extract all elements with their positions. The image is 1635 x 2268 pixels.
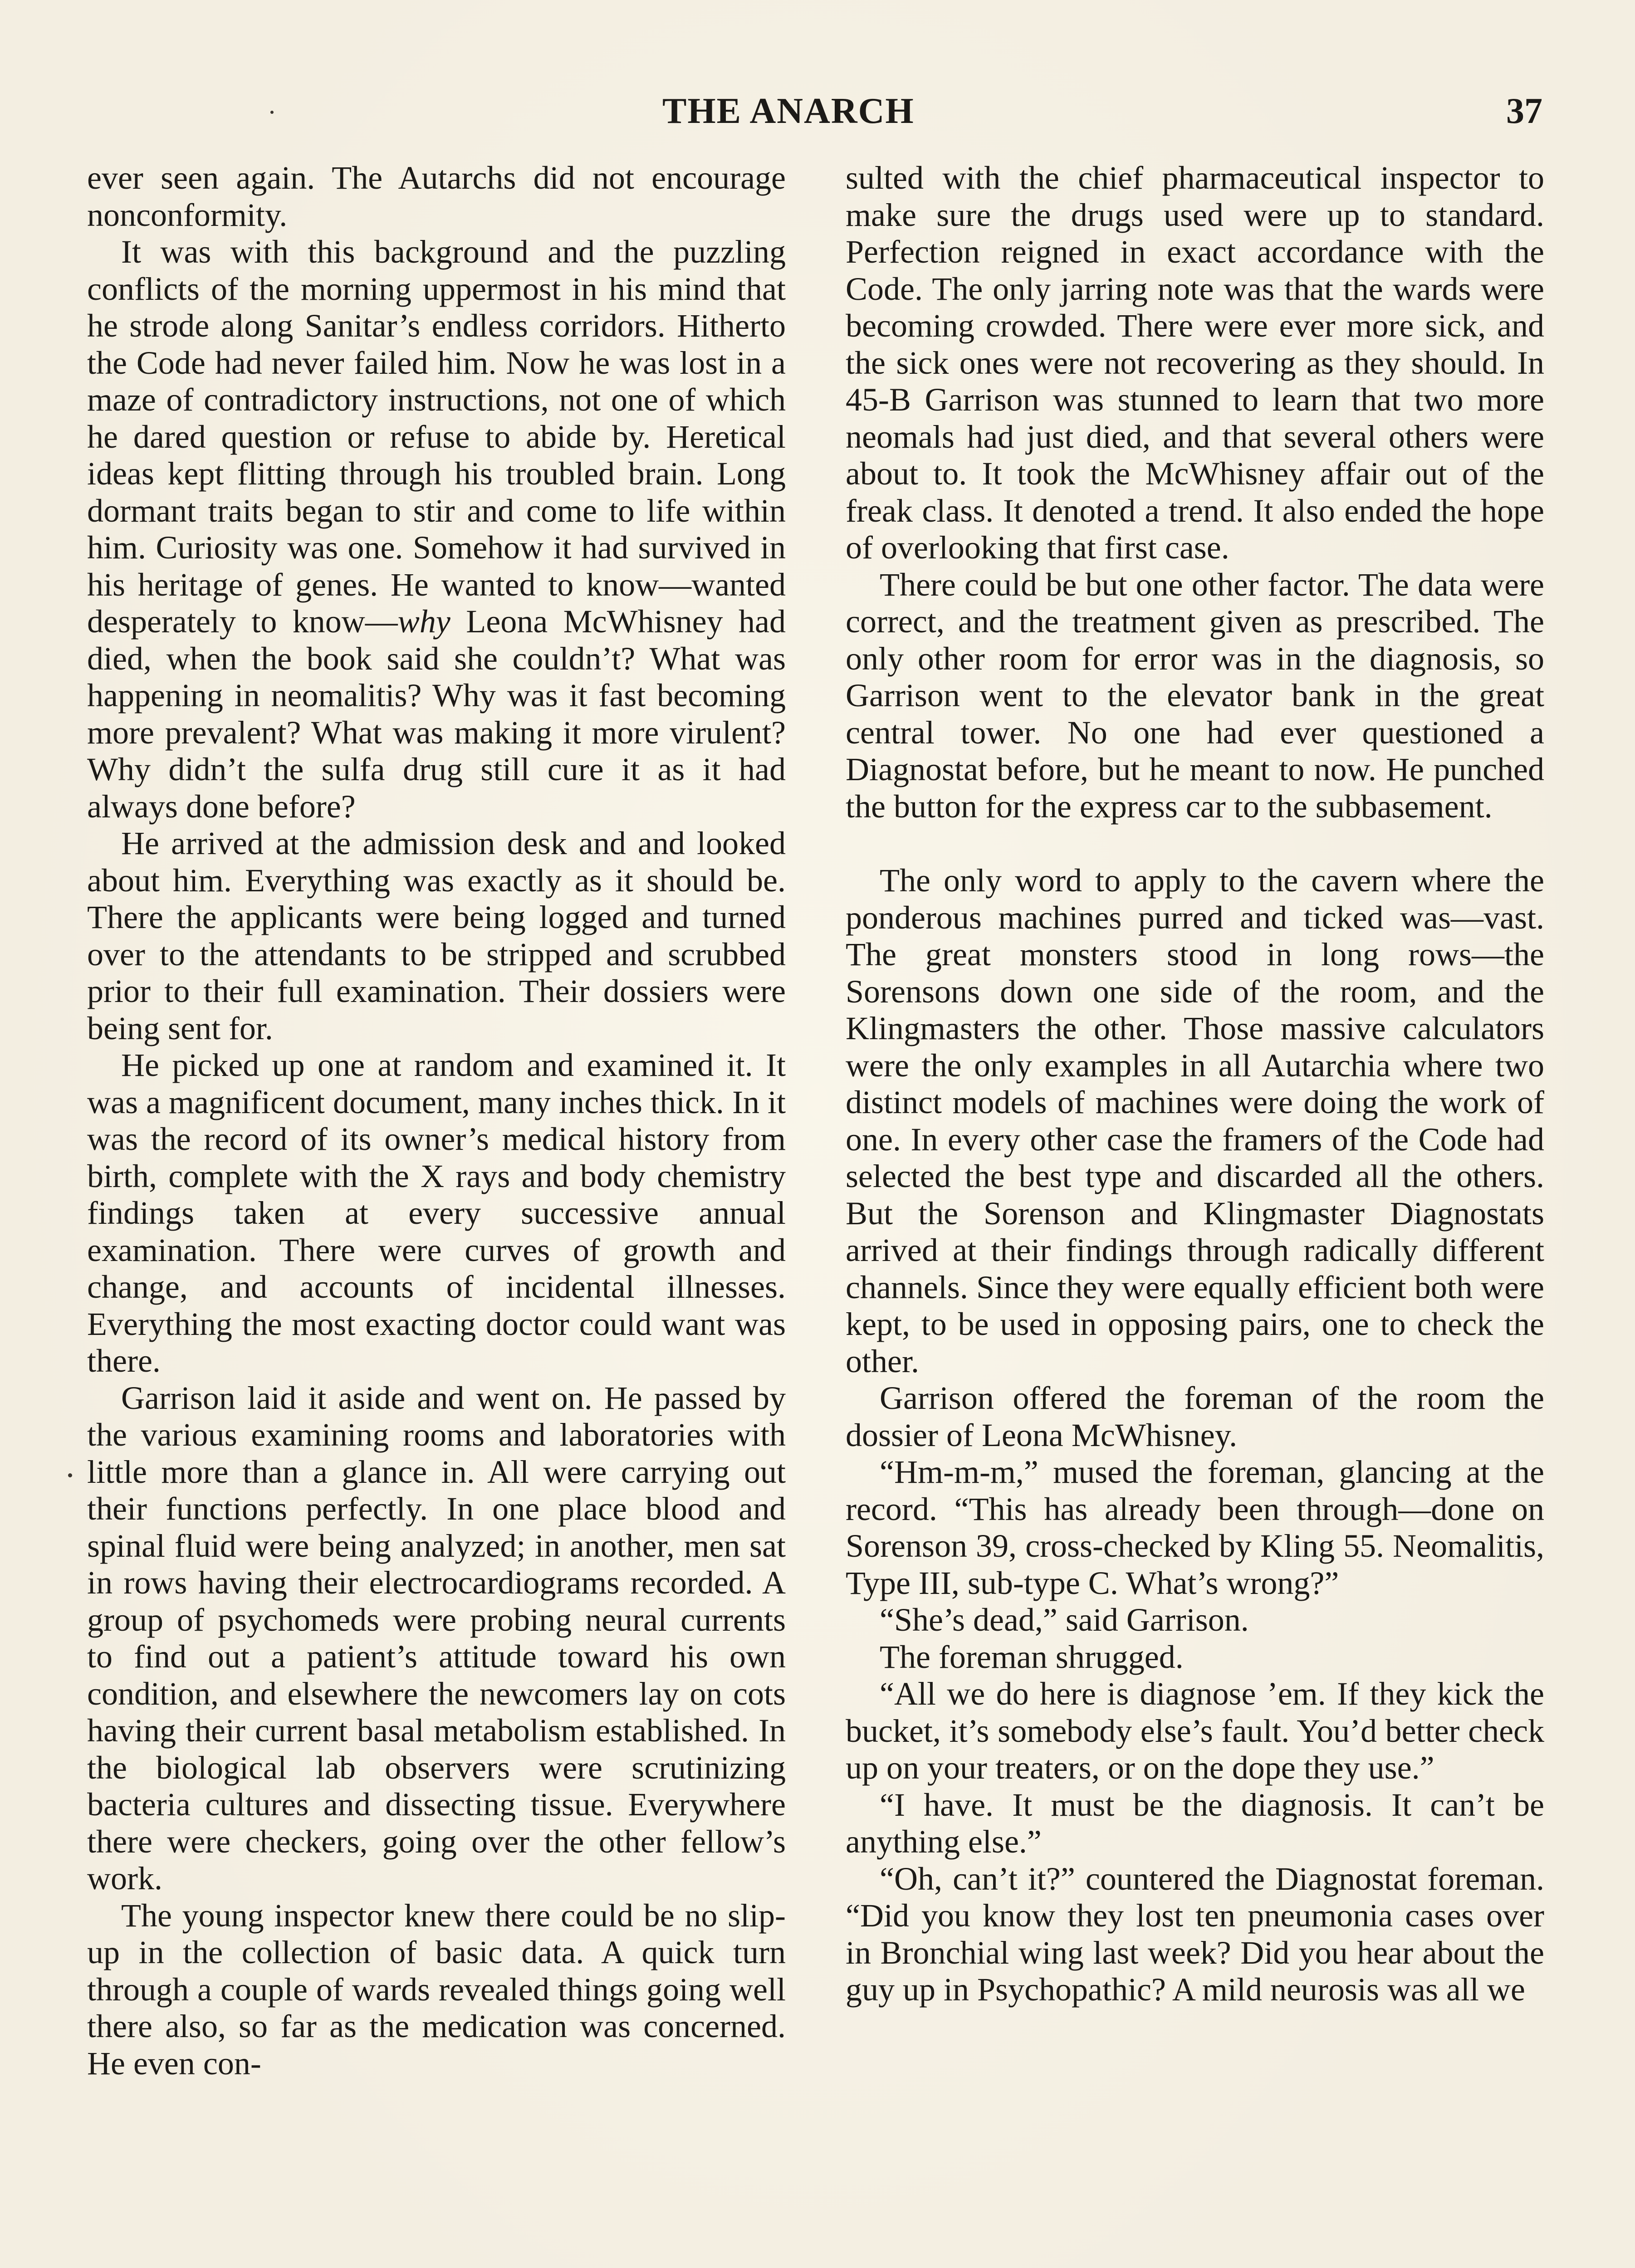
paragraph: “Oh, can’t it?” countered the Diagnostat foreman. “Did you know they lost ten pneumonia cases over in Bronchial wing last week? Did you hear about the guy up in Psychopathic? A mild neurosis was all we (846, 1860, 1544, 2008)
paragraph: The foreman shrugged. (880, 1638, 1184, 1675)
paragraph: “I have. It must be the diagnosis. It can’t be anything else.” (846, 1786, 1544, 1860)
paragraph (87, 234, 786, 825)
paragraph: The only word to apply to the cavern where the ponderous machines purred and ticked was—vast. The great monsters stood in long rows—the Sorensons down one side of the room, and the Klingmasters the other. Those massive calculators were the only examples in all Autarchia where two distinct models of machines were doing the work of one. In every other case the framers of the Code had selected the best type and discarded all the others. But the Sorenson and Klingmaster Diagnostats arrived at their findings through radically different channels. Since they were equally efficient both were kept, to be used in opposing pairs, one to check the other. (846, 862, 1544, 1379)
paragraph: “Hm-m-m,” mused the foreman, glancing at the record. “This has already been through—done on Sorenson 39, cross-checked by Kling 55. Neomalitis, Type III, sub-type C. What’s wrong?” (846, 1454, 1544, 1601)
italic-text: why (397, 603, 450, 640)
paragraph: Garrison laid it aside and went on. He passed by the various examining rooms and laboratories with little more than a glance in. All were carrying out their functions perfectly. In one place blood and spinal fluid were being analyzed; in another, men sat in rows having their electrocardiograms recorded. A group of psychomeds were probing neural currents to find out a patient’s attitude toward his own condition, and elsewhere the newcomers lay on cots having their current basal metabolism established. In the biological lab observers were scrutinizing bacteria cultures and dissecting tissue. Everywhere there were checkers, going over the other fellow’s work. (87, 1379, 786, 1897)
page-number: 37 (1506, 91, 1542, 131)
paragraph: “All we do here is diagnose ’em. If they kick the bucket, it’s somebody else’s fault. You’d better check up on your treaters, or on the dope they use.” (846, 1676, 1544, 1786)
text-run: Leona McWhisney had died, when the book said she couldn’t? What was happening in neomalitis? Why was it fast becoming more prevalent? What was making it more virulent? Why didn’t the sulfa drug still cure it as it had always done before? (87, 603, 786, 825)
paragraph: He picked up one at random and examined it. It was a magnificent document, many inches thick. In it was the record of its owner’s medical history from birth, complete with the X rays and body chemistry findings taken at every successive annual examination. There were curves of growth and change, and accounts of incidental illnesses. Everything the most exacting doctor could want was there. (87, 1047, 786, 1379)
paragraph: sulted with the chief pharmaceutical inspector to make sure the drugs used were up to standard. Perfection reigned in exact accordance with the Code. The only jarring note was that the wards were becoming crowded. There were ever more sick, and the sick ones were not recovering as they should. In 45-B Garrison was stunned to learn that two more neomals had just died, and that several others were about to. It took the McWhisney affair out of the freak class. It denoted a trend. It also ended the hope of overlooking that first case. (846, 160, 1544, 566)
right-column (846, 160, 1544, 2009)
paragraph: Garrison offered the foreman of the room the dossier of Leona McWhisney. (846, 1380, 1544, 1453)
page-header (0, 91, 1635, 145)
paragraph: ever seen again. The Autarchs did not encourage nonconformity. (87, 160, 786, 233)
left-column (87, 160, 786, 2082)
paragraph: The young inspector knew there could be no slip-up in the collection of basic data. A quick turn through a couple of wards revealed things going well there also, so far as the medication was concerned. He even con- (87, 1897, 786, 2082)
print-speck (270, 111, 274, 114)
paragraph: He arrived at the admission desk and and looked about him. Everything was exactly as it should be. There the applicants were being logged and turned over to the attendants to be stripped and scrubbed prior to their full examination. Their dossiers were being sent for. (87, 825, 786, 1046)
running-title: THE ANARCH (662, 91, 915, 131)
print-speck (68, 1473, 72, 1477)
text-run: It was with this background and the puzzling conflicts of the morning uppermost in his mind that he strode along Sanitar’s endless corridors. Hitherto the Code had never failed him. Now he was lost in a maze of contradictory instructions, not one of which he dared question or refuse to abide by. Heretical ideas kept flitting through his troubled brain. Long dormant traits began to stir and come to life within him. Curiosity was one. Somehow it had survived in his heritage of genes. He wanted to know—wanted desperately to know— (87, 234, 786, 640)
paragraph: “She’s dead,” said Garrison. (880, 1602, 1249, 1638)
paragraph: There could be but one other factor. The data were correct, and the treatment given as prescribed. The only other room for error was in the diagnosis, so Garrison went to the elevator bank in the great central tower. No one had ever questioned a Diagnostat before, but he meant to now. He punched the button for the express car to the subbasement. (846, 566, 1544, 825)
